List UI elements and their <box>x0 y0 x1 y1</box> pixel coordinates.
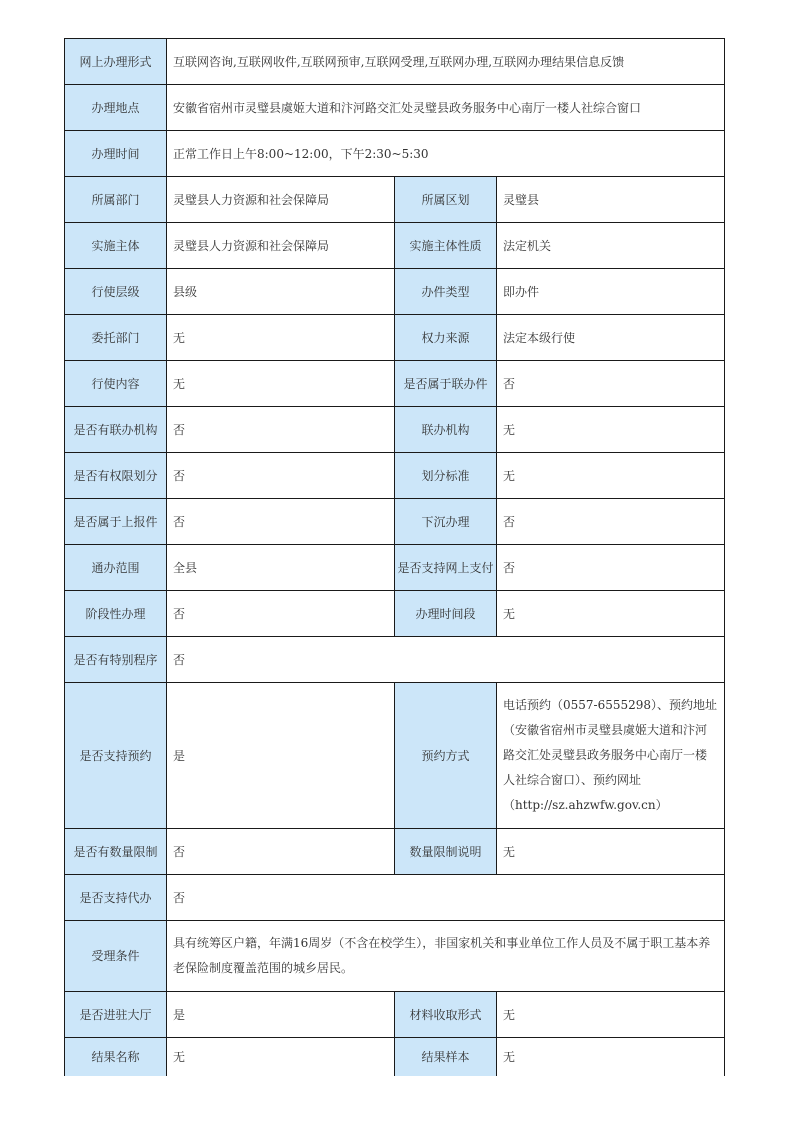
field-value: 法定机关 <box>497 223 725 269</box>
field-value: 法定本级行使 <box>497 315 725 361</box>
table-row <box>65 591 725 637</box>
table-row <box>65 453 725 499</box>
field-label: 办件类型 <box>395 269 497 315</box>
field-label: 是否支持代办 <box>65 875 167 921</box>
field-value: 无 <box>497 992 725 1038</box>
field-value: 无 <box>167 315 395 361</box>
field-label: 通办范围 <box>65 545 167 591</box>
field-value: 否 <box>497 361 725 407</box>
table-row <box>65 177 725 223</box>
field-value: 否 <box>167 591 395 637</box>
field-label: 是否有特别程序 <box>65 637 167 683</box>
table-row <box>65 361 725 407</box>
table-row <box>65 683 725 829</box>
service-item-detail-table <box>64 38 725 1076</box>
field-label: 阶段性办理 <box>65 591 167 637</box>
field-value: 否 <box>167 453 395 499</box>
table-row <box>65 499 725 545</box>
field-value: 互联网咨询,互联网收件,互联网预审,互联网受理,互联网办理,互联网办理结果信息反馈 <box>167 39 725 85</box>
field-label: 数量限制说明 <box>395 829 497 875</box>
table-row <box>65 85 725 131</box>
field-value: 无 <box>167 361 395 407</box>
field-value: 无 <box>497 453 725 499</box>
field-label: 办理地点 <box>65 85 167 131</box>
field-label: 结果样本 <box>395 1038 497 1076</box>
field-value: 是 <box>167 683 395 829</box>
field-label: 网上办理形式 <box>65 39 167 85</box>
table-row <box>65 39 725 85</box>
table-row <box>65 223 725 269</box>
field-value: 灵璧县 <box>497 177 725 223</box>
field-value: 否 <box>497 545 725 591</box>
field-label: 预约方式 <box>395 683 497 829</box>
field-value: 无 <box>497 829 725 875</box>
field-label: 是否属于上报件 <box>65 499 167 545</box>
field-value: 无 <box>497 1038 725 1076</box>
field-value: 全县 <box>167 545 395 591</box>
field-value: 否 <box>497 499 725 545</box>
field-value: 县级 <box>167 269 395 315</box>
table-row <box>65 992 725 1038</box>
field-value: 否 <box>167 875 725 921</box>
field-value: 否 <box>167 829 395 875</box>
field-value: 具有统筹区户籍，年满16周岁（不含在校学生），非国家机关和事业单位工作人员及不属于职工基本养老保险制度覆盖范围的城乡居民。 <box>167 921 725 992</box>
field-value: 否 <box>167 637 725 683</box>
field-label: 结果名称 <box>65 1038 167 1076</box>
field-label: 实施主体性质 <box>395 223 497 269</box>
table-row <box>65 315 725 361</box>
field-label: 受理条件 <box>65 921 167 992</box>
table-row <box>65 407 725 453</box>
field-label: 材料收取形式 <box>395 992 497 1038</box>
field-label: 行使层级 <box>65 269 167 315</box>
field-value: 是 <box>167 992 395 1038</box>
field-label: 下沉办理 <box>395 499 497 545</box>
field-label: 办理时间段 <box>395 591 497 637</box>
field-label: 实施主体 <box>65 223 167 269</box>
field-value: 否 <box>167 499 395 545</box>
field-label: 是否有联办机构 <box>65 407 167 453</box>
field-value: 否 <box>167 407 395 453</box>
field-label: 联办机构 <box>395 407 497 453</box>
field-label: 委托部门 <box>65 315 167 361</box>
table-row <box>65 545 725 591</box>
table-row <box>65 131 725 177</box>
field-label: 是否有数量限制 <box>65 829 167 875</box>
field-label: 所属区划 <box>395 177 497 223</box>
field-label: 是否支持网上支付 <box>395 545 497 591</box>
field-value: 无 <box>497 591 725 637</box>
field-label: 是否支持预约 <box>65 683 167 829</box>
field-label: 所属部门 <box>65 177 167 223</box>
field-label: 是否有权限划分 <box>65 453 167 499</box>
field-value: 安徽省宿州市灵璧县虞姬大道和汴河路交汇处灵璧县政务服务中心南厅一楼人社综合窗口 <box>167 85 725 131</box>
table-row <box>65 637 725 683</box>
field-value: 电话预约（0557-6555298）、预约地址（安徽省宿州市灵璧县虞姬大道和汴河路交汇处灵璧县政务服务中心南厅一楼人社综合窗口）、预约网址（http://sz.ahzwfw.gov.cn） <box>497 683 725 829</box>
table-row <box>65 921 725 992</box>
table-row <box>65 875 725 921</box>
field-label: 行使内容 <box>65 361 167 407</box>
field-value: 即办件 <box>497 269 725 315</box>
field-label: 划分标准 <box>395 453 497 499</box>
field-value: 正常工作日上午8:00~12:00，下午2:30~5:30 <box>167 131 725 177</box>
field-value: 灵璧县人力资源和社会保障局 <box>167 223 395 269</box>
table-row <box>65 1038 725 1076</box>
field-value: 无 <box>167 1038 395 1076</box>
field-value: 灵璧县人力资源和社会保障局 <box>167 177 395 223</box>
field-label: 办理时间 <box>65 131 167 177</box>
table-row <box>65 829 725 875</box>
field-value: 无 <box>497 407 725 453</box>
table-row <box>65 269 725 315</box>
field-label: 权力来源 <box>395 315 497 361</box>
field-label: 是否属于联办件 <box>395 361 497 407</box>
field-label: 是否进驻大厅 <box>65 992 167 1038</box>
